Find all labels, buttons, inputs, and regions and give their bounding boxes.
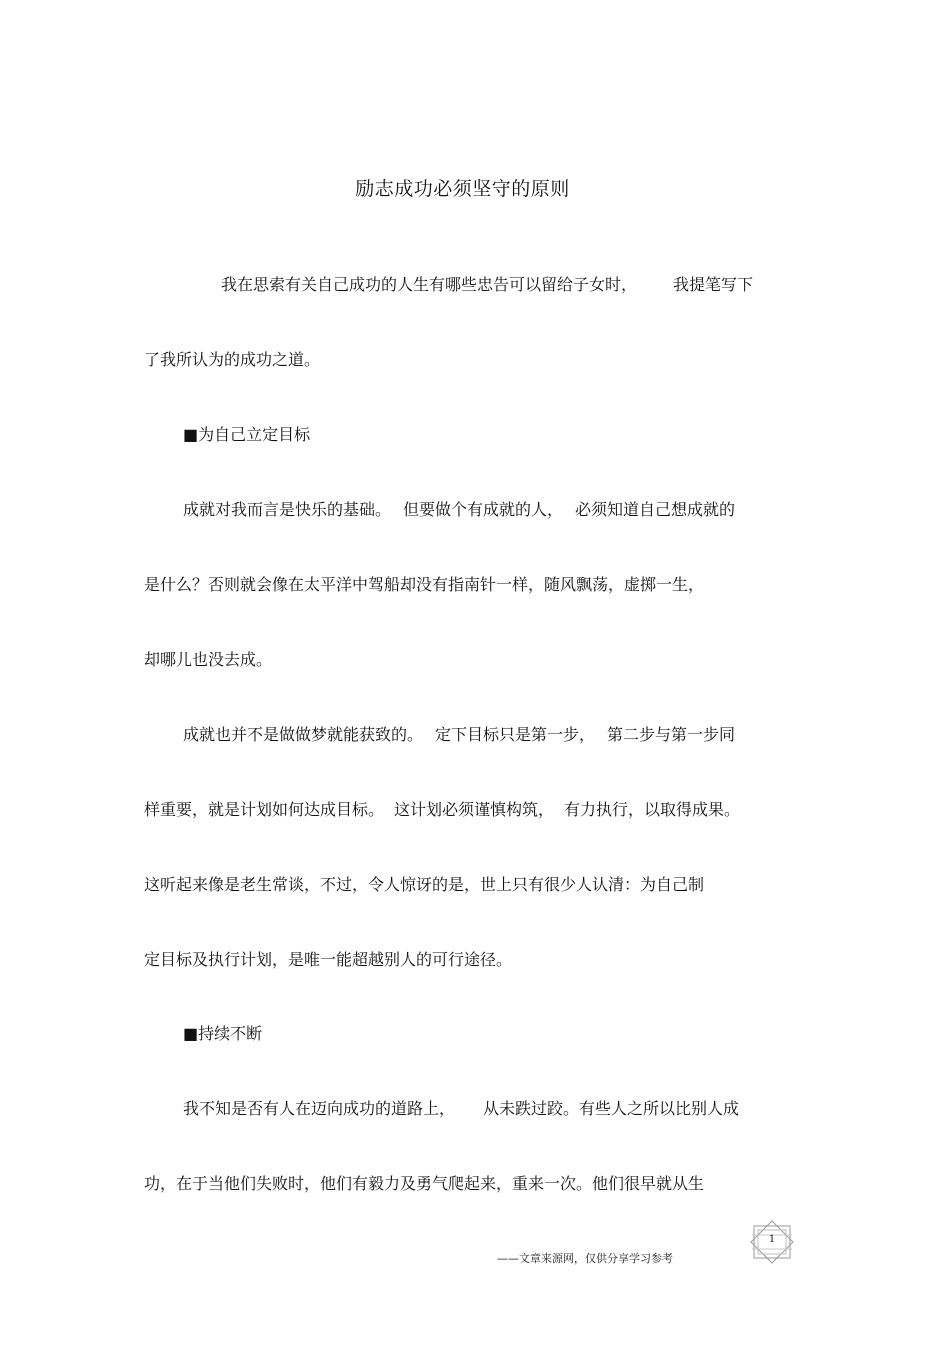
paragraph-2-line-1 [183,500,735,520]
paragraph-3-line-3: 这听起来像是老生常谈，不过，令人惊讶的是，世上只有很少人认清：为自己制 [144,875,705,894]
text-segment: 成就对我而言是快乐的基础。 [183,500,392,519]
text-segment: 我不知是否有人在迈向成功的道路上， [183,1099,456,1118]
paragraph-3-line-1 [183,725,735,745]
footer-source-note: ——文章来源网，仅供分享学习参考 [497,1252,673,1265]
paragraph-4-line-1 [183,1099,739,1119]
paragraph-1-line-2: 了我所认为的成功之道。 [144,350,321,369]
page-number: 1 [768,1234,776,1245]
text-segment: 我提笔写下 [673,275,754,294]
text-segment: 样重要，就是计划如何达成目标。 [144,800,385,819]
section-heading-persistence: ■持续不断 [183,1024,263,1043]
text-segment: 从未跌过跤。有些人之所以比别人成 [483,1099,740,1118]
paragraph-2-line-2: 是什么？否则就会像在太平洋中驾船却没有指南针一样，随风飘荡，虚掷一生， [144,575,705,594]
text-segment: 我在思索有关自己成功的人生有哪些忠告可以留给子女时， [221,275,638,294]
text-segment: 成就也并不是做做梦就能获致的。 [183,725,424,744]
text-segment: 定下目标只是第一步， [435,725,596,744]
page-number-badge [748,1220,796,1264]
paragraph-1-line-1 [221,275,753,295]
document-title: 励志成功必须坚守的原则 [355,178,570,200]
paragraph-2-line-3: 却哪儿也没去成。 [144,650,273,669]
text-segment: 但要做个有成就的人， [403,500,564,519]
text-segment: 第二步与第一步同 [607,725,736,744]
paragraph-3-line-2 [144,800,740,820]
paragraph-4-line-2: 功，在于当他们失败时，他们有毅力及勇气爬起来，重来一次。他们很早就从生 [144,1174,705,1193]
text-segment: 这计划必须谨慎构筑， [394,800,555,819]
text-segment: 有力执行，以取得成果。 [564,800,741,819]
text-segment: 必须知道自己想成就的 [575,500,736,519]
paragraph-3-line-4: 定目标及执行计划，是唯一能超越别人的可行途径。 [144,950,513,969]
section-heading-goals: ■为自己立定目标 [183,425,311,444]
